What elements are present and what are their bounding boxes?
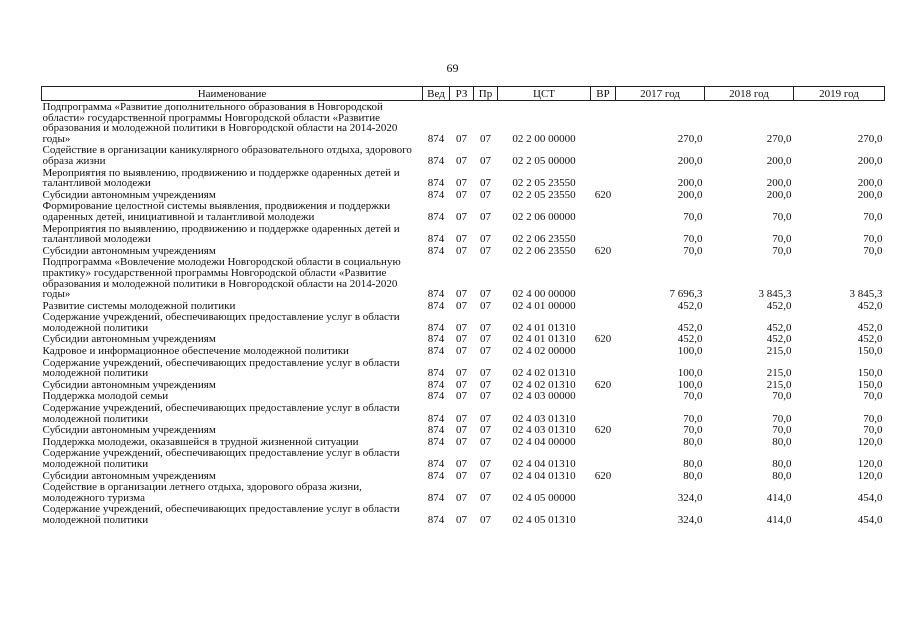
row-cst-cell: 02 4 00 00000 <box>512 288 576 301</box>
row-pr-cell: 07 <box>480 321 491 334</box>
row-name-cell: Субсидии автономным учреждениям <box>42 244 216 257</box>
row-2019-cell: 454,0 <box>857 513 883 526</box>
row-ved-cell: 874 <box>427 333 445 346</box>
row-name-cell: Содействие в организации каникулярного образовательного отдыха, здорового образа жизни <box>42 144 412 167</box>
row-2017-cell: 80,0 <box>683 435 703 448</box>
table-header-row <box>42 87 885 101</box>
row-name-cell: Содержание учреждений, обеспечивающих предоставление услуг в области молодежной политики <box>42 356 400 380</box>
row-2019-cell: 70,0 <box>863 244 883 257</box>
row-vr-cell <box>591 503 616 525</box>
table-row <box>42 300 885 312</box>
row-rz-cell: 07 <box>456 345 467 358</box>
row-pr-cell: 07 <box>480 132 491 145</box>
row-pr-cell: 07 <box>480 458 491 470</box>
row-cst-cell: 02 2 06 23550 <box>512 244 576 257</box>
row-ved-cell: 874 <box>427 345 445 358</box>
row-vr-cell <box>591 144 616 166</box>
row-2019-cell: 3 845,3 <box>849 288 883 301</box>
table-row <box>42 256 885 299</box>
row-2018-cell: 80,0 <box>772 469 792 482</box>
row-ved-cell: 874 <box>427 244 445 257</box>
row-pr-cell: 07 <box>480 299 491 312</box>
row-2018-cell: 452,0 <box>766 321 792 334</box>
row-vr-cell: 620 <box>594 244 612 257</box>
row-2017-cell: 452,0 <box>677 333 703 346</box>
row-2018-cell: 200,0 <box>766 177 792 190</box>
row-cst-cell: 02 4 01 00000 <box>512 299 576 312</box>
row-name-cell: Подпрограмма «Развитие дополнительного образования в Новгородской области» государственной программы Новгородской области «Развитие образования и молодежной политики в Новгородской области на 2014-2020 годы» <box>42 101 398 145</box>
row-rz-cell: 07 <box>456 233 467 246</box>
table-row <box>42 447 885 469</box>
row-2019-cell: 70,0 <box>863 210 883 223</box>
row-ved-cell: 874 <box>427 177 445 190</box>
table-row <box>42 189 885 201</box>
header-2017: 2017 год <box>616 87 705 101</box>
header-2018: 2018 год <box>705 87 794 101</box>
row-ved-cell: 874 <box>427 188 445 201</box>
table-row <box>42 481 885 503</box>
row-pr-cell: 07 <box>480 233 491 246</box>
row-2017-cell: 70,0 <box>683 233 703 246</box>
row-ved-cell: 874 <box>427 435 445 448</box>
row-pr-cell: 07 <box>480 210 491 223</box>
row-rz-cell: 07 <box>456 132 467 145</box>
header-2019: 2019 год <box>794 87 885 101</box>
row-2018-cell: 80,0 <box>772 435 792 448</box>
row-2019-cell: 150,0 <box>857 367 883 380</box>
row-name-cell: Мероприятия по выявлению, продвижению и поддержке одаренных детей и талантливой молодежи <box>42 166 400 190</box>
row-rz-cell: 07 <box>456 390 467 403</box>
row-2019-cell: 70,0 <box>863 424 883 437</box>
row-name-cell: Субсидии автономным учреждениям <box>42 188 216 201</box>
row-2018-cell: 70,0 <box>772 390 792 403</box>
row-2017-cell: 200,0 <box>677 188 703 201</box>
row-2019-cell: 120,0 <box>857 435 883 448</box>
row-cst-cell: 02 4 03 01310 <box>512 412 576 425</box>
row-ved-cell: 874 <box>427 469 445 482</box>
row-cst-cell: 02 4 04 00000 <box>512 435 576 448</box>
row-2017-cell: 80,0 <box>683 469 703 482</box>
table-row <box>42 144 885 166</box>
row-cst-cell: 02 4 02 01310 <box>512 378 576 391</box>
row-2018-cell: 200,0 <box>766 188 792 201</box>
table-row <box>42 311 885 333</box>
row-ved-cell: 874 <box>427 233 445 246</box>
row-pr-cell: 07 <box>480 424 491 437</box>
row-2019-cell: 120,0 <box>857 458 883 470</box>
row-2019-cell: 70,0 <box>863 233 883 246</box>
row-rz-cell: 07 <box>456 513 467 526</box>
row-rz-cell: 07 <box>456 210 467 223</box>
row-2018-cell: 414,0 <box>766 491 792 504</box>
row-name-cell: Содержание учреждений, обеспечивающих предоставление услуг в области молодежной политики <box>42 402 400 425</box>
table-row <box>42 470 885 482</box>
row-vr-cell <box>591 256 616 299</box>
table-row <box>42 357 885 379</box>
row-rz-cell: 07 <box>456 333 467 346</box>
row-vr-cell <box>591 300 616 312</box>
table-body <box>42 101 885 526</box>
row-2019-cell: 452,0 <box>857 333 883 346</box>
row-ved-cell: 874 <box>427 424 445 437</box>
row-2017-cell: 324,0 <box>677 491 703 504</box>
row-cst-cell: 02 4 03 01310 <box>512 424 576 437</box>
row-pr-cell: 07 <box>480 188 491 201</box>
row-cst-cell: 02 4 04 01310 <box>512 469 576 482</box>
row-vr-cell <box>591 436 616 448</box>
row-2018-cell: 70,0 <box>772 424 792 437</box>
row-rz-cell: 07 <box>456 188 467 201</box>
row-vr-cell <box>591 402 616 424</box>
row-2017-cell: 100,0 <box>677 378 703 391</box>
row-pr-cell: 07 <box>480 390 491 403</box>
row-2019-cell: 200,0 <box>857 154 883 167</box>
row-cst-cell: 02 4 03 00000 <box>512 390 576 403</box>
row-cst-cell: 02 2 05 23550 <box>512 177 576 190</box>
row-cst-cell: 02 2 05 00000 <box>512 154 576 167</box>
row-ved-cell: 874 <box>427 321 445 334</box>
row-rz-cell: 07 <box>456 321 467 334</box>
row-vr-cell <box>591 447 616 469</box>
row-2018-cell: 70,0 <box>772 210 792 223</box>
row-name-cell: Содержание учреждений, обеспечивающих предоставление услуг в области молодежной политики <box>42 503 400 526</box>
row-2017-cell: 200,0 <box>677 154 703 167</box>
row-pr-cell: 07 <box>480 345 491 358</box>
row-ved-cell: 874 <box>427 378 445 391</box>
row-rz-cell: 07 <box>456 458 467 470</box>
row-2018-cell: 70,0 <box>772 412 792 425</box>
table-row <box>42 200 885 222</box>
page-number: 69 <box>446 61 459 75</box>
row-pr-cell: 07 <box>480 333 491 346</box>
row-cst-cell: 02 4 01 01310 <box>512 333 576 346</box>
row-2018-cell: 452,0 <box>766 333 792 346</box>
row-ved-cell: 874 <box>427 288 445 301</box>
row-ved-cell: 874 <box>427 299 445 312</box>
table-row <box>42 167 885 189</box>
row-ved-cell: 874 <box>427 132 445 145</box>
row-name-cell: Развитие системы молодежной политики <box>42 299 236 312</box>
row-vr-cell <box>591 481 616 503</box>
row-pr-cell: 07 <box>480 288 491 301</box>
table-row <box>42 424 885 436</box>
row-vr-cell <box>591 101 616 145</box>
table-row <box>42 390 885 402</box>
row-ved-cell: 874 <box>427 367 445 380</box>
row-ved-cell: 874 <box>427 390 445 403</box>
row-vr-cell: 620 <box>594 188 612 201</box>
row-ved-cell: 874 <box>427 458 445 470</box>
table-row <box>42 379 885 391</box>
row-2019-cell: 200,0 <box>857 188 883 201</box>
row-2017-cell: 452,0 <box>677 321 703 334</box>
row-rz-cell: 07 <box>456 435 467 448</box>
row-2019-cell: 200,0 <box>857 177 883 190</box>
row-vr-cell <box>591 345 616 357</box>
row-2017-cell: 270,0 <box>677 132 703 145</box>
row-2017-cell: 70,0 <box>683 210 703 223</box>
row-2018-cell: 452,0 <box>766 299 792 312</box>
row-2017-cell: 7 696,3 <box>669 288 703 301</box>
header-name: Наименование <box>42 87 423 101</box>
row-2018-cell: 270,0 <box>766 132 792 145</box>
row-cst-cell: 02 4 05 01310 <box>512 513 576 526</box>
header-vr: ВР <box>591 87 616 101</box>
row-2019-cell: 452,0 <box>857 321 883 334</box>
row-2017-cell: 70,0 <box>683 424 703 437</box>
table-row <box>42 503 885 525</box>
header-rz: РЗ <box>450 87 474 101</box>
budget-table <box>41 86 885 526</box>
row-2019-cell: 120,0 <box>857 469 883 482</box>
table-row <box>42 223 885 245</box>
header-cst: ЦСТ <box>498 87 591 101</box>
row-2017-cell: 70,0 <box>683 390 703 403</box>
row-name-cell: Подпрограмма «Вовлечение молодежи Новгородской области в социальную практику» государственной программы Новгородской области «Развитие образования и молодежной политики в Новгородской области на 2014-2020 годы» <box>42 256 401 301</box>
row-pr-cell: 07 <box>480 513 491 526</box>
row-2018-cell: 215,0 <box>766 367 792 380</box>
row-2019-cell: 270,0 <box>857 132 883 145</box>
row-name-cell: Формирование целостной системы выявления, продвижения и поддержки одаренных детей, инициативной и талантливой молодежи <box>42 200 391 223</box>
row-vr-cell <box>591 311 616 333</box>
row-2017-cell: 100,0 <box>677 345 703 358</box>
row-rz-cell: 07 <box>456 412 467 425</box>
row-pr-cell: 07 <box>480 491 491 504</box>
row-name-cell: Субсидии автономным учреждениям <box>42 469 216 482</box>
row-cst-cell: 02 4 02 01310 <box>512 367 576 380</box>
row-name-cell: Субсидии автономным учреждениям <box>42 333 216 346</box>
row-vr-cell: 620 <box>594 424 612 437</box>
row-2019-cell: 150,0 <box>857 378 883 391</box>
row-pr-cell: 07 <box>480 435 491 448</box>
row-cst-cell: 02 4 01 01310 <box>512 321 576 334</box>
row-ved-cell: 874 <box>427 491 445 504</box>
row-2017-cell: 70,0 <box>683 244 703 257</box>
row-vr-cell <box>591 167 616 189</box>
row-2019-cell: 150,0 <box>857 345 883 358</box>
table-row <box>42 345 885 357</box>
row-name-cell: Кадровое и информационное обеспечение молодежной политики <box>42 345 349 358</box>
row-2018-cell: 80,0 <box>772 458 792 470</box>
row-rz-cell: 07 <box>456 154 467 167</box>
row-2019-cell: 70,0 <box>863 412 883 425</box>
row-name-cell: Содержание учреждений, обеспечивающих предоставление услуг в области молодежной политики <box>42 311 400 334</box>
row-2017-cell: 70,0 <box>683 412 703 425</box>
row-cst-cell: 02 4 02 00000 <box>512 345 576 358</box>
row-2019-cell: 70,0 <box>863 390 883 403</box>
row-2017-cell: 100,0 <box>677 367 703 380</box>
row-cst-cell: 02 2 05 23550 <box>512 188 576 201</box>
row-name-cell: Мероприятия по выявлению, продвижению и поддержке одаренных детей и талантливой молодежи <box>42 222 400 246</box>
table-row <box>42 402 885 424</box>
row-pr-cell: 07 <box>480 367 491 380</box>
row-name-cell: Содержание учреждений, обеспечивающих предоставление услуг в области молодежной политики <box>42 447 400 470</box>
row-rz-cell: 07 <box>456 244 467 257</box>
row-rz-cell: 07 <box>456 288 467 301</box>
header-pr: Пр <box>474 87 498 101</box>
row-2019-cell: 452,0 <box>857 299 883 312</box>
row-name-cell: Поддержка молодой семьи <box>42 390 169 403</box>
row-2017-cell: 324,0 <box>677 513 703 526</box>
table-row <box>42 101 885 145</box>
row-pr-cell: 07 <box>480 378 491 391</box>
row-vr-cell <box>591 223 616 245</box>
header-ved: Вед <box>423 87 450 101</box>
row-rz-cell: 07 <box>456 177 467 190</box>
row-cst-cell: 02 4 05 00000 <box>512 491 576 504</box>
row-pr-cell: 07 <box>480 412 491 425</box>
row-vr-cell <box>591 357 616 379</box>
row-2017-cell: 200,0 <box>677 177 703 190</box>
row-ved-cell: 874 <box>427 513 445 526</box>
row-rz-cell: 07 <box>456 299 467 312</box>
row-pr-cell: 07 <box>480 177 491 190</box>
table-row <box>42 436 885 448</box>
row-vr-cell: 620 <box>594 378 612 391</box>
table-row <box>42 333 885 345</box>
row-2019-cell: 454,0 <box>857 491 883 504</box>
row-2018-cell: 215,0 <box>766 345 792 358</box>
row-vr-cell: 620 <box>594 469 612 482</box>
row-rz-cell: 07 <box>456 424 467 437</box>
row-pr-cell: 07 <box>480 154 491 167</box>
row-vr-cell <box>591 390 616 402</box>
row-cst-cell: 02 2 00 00000 <box>512 132 576 145</box>
row-vr-cell: 620 <box>594 333 612 346</box>
row-name-cell: Субсидии автономным учреждениям <box>42 378 216 391</box>
row-pr-cell: 07 <box>480 244 491 257</box>
row-pr-cell: 07 <box>480 469 491 482</box>
row-cst-cell: 02 2 06 00000 <box>512 210 576 223</box>
row-ved-cell: 874 <box>427 210 445 223</box>
row-rz-cell: 07 <box>456 469 467 482</box>
row-vr-cell <box>591 200 616 222</box>
row-2018-cell: 215,0 <box>766 378 792 391</box>
row-name-cell: Поддержка молодежи, оказавшейся в трудной жизненной ситуации <box>42 435 359 448</box>
row-2018-cell: 70,0 <box>772 233 792 246</box>
row-2017-cell: 452,0 <box>677 299 703 312</box>
row-rz-cell: 07 <box>456 491 467 504</box>
row-cst-cell: 02 2 06 23550 <box>512 233 576 246</box>
row-2017-cell: 80,0 <box>683 458 703 470</box>
row-name-cell: Субсидии автономным учреждениям <box>42 424 216 437</box>
row-name-cell: Содействие в организации летнего отдыха, здорового образа жизни, молодежного туризма <box>42 481 362 504</box>
row-ved-cell: 874 <box>427 154 445 167</box>
row-ved-cell: 874 <box>427 412 445 425</box>
row-2018-cell: 3 845,3 <box>758 288 792 301</box>
table-row <box>42 245 885 257</box>
row-2018-cell: 414,0 <box>766 513 792 526</box>
row-cst-cell: 02 4 04 01310 <box>512 458 576 470</box>
row-2018-cell: 200,0 <box>766 154 792 167</box>
row-rz-cell: 07 <box>456 378 467 391</box>
row-2018-cell: 70,0 <box>772 244 792 257</box>
row-rz-cell: 07 <box>456 367 467 380</box>
